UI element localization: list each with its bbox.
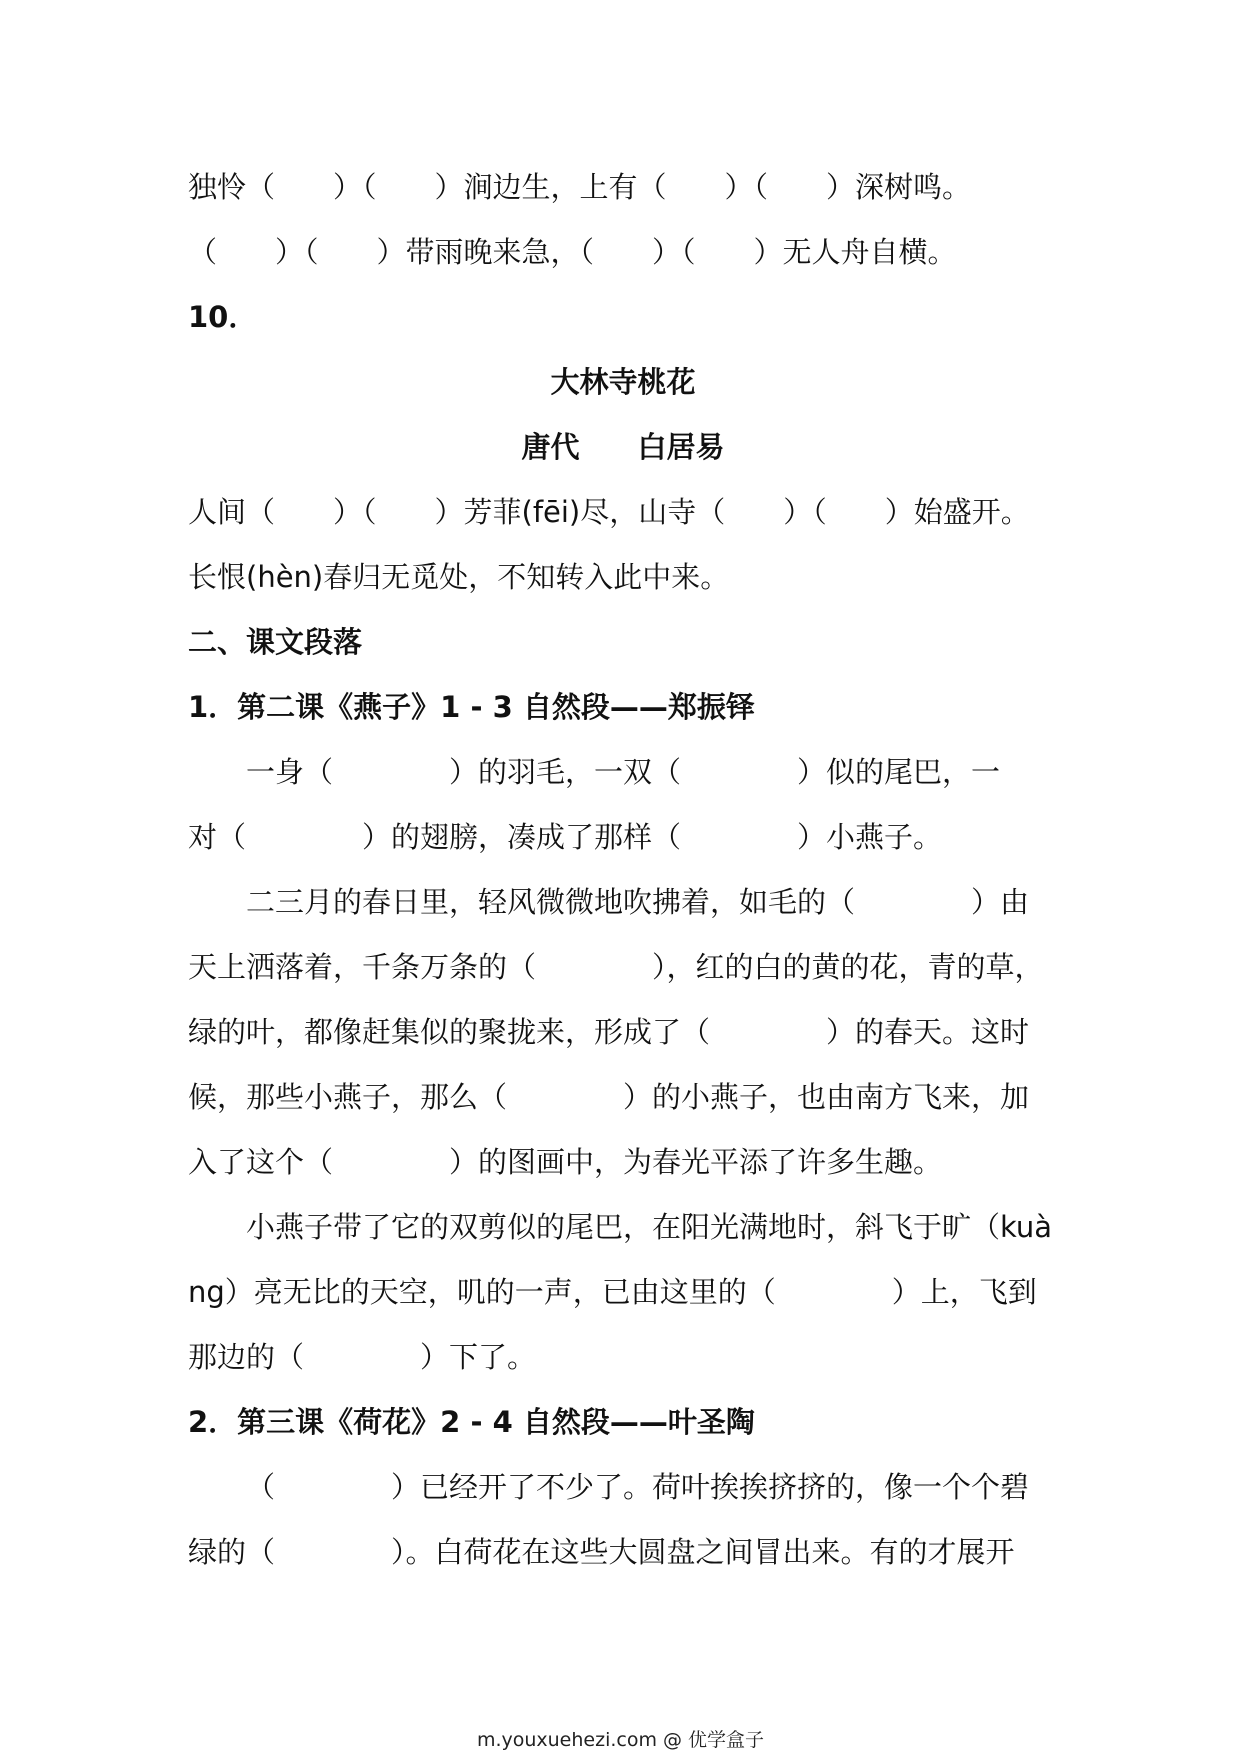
lesson-title-2: 2．第三课《荷花》2 - 4 自然段——叶圣陶	[188, 1405, 755, 1439]
section-heading: 二、课文段落	[188, 625, 363, 659]
paragraph-line: 小燕子带了它的双剪似的尾巴，在阳光满地时，斜飞于旷（kuà	[246, 1210, 1053, 1244]
poem-line-4: 长恨(hèn)春归无觅处，不知转入此中来。	[188, 560, 730, 594]
paragraph-line: 二三月的春日里，轻风微微地吹拂着，如毛的（ ）由	[246, 885, 1030, 919]
paragraph-line: （ ）已经开了不少了。荷叶挨挨挤挤的，像一个个碧	[246, 1470, 1030, 1504]
paragraph-line: 对（ ）的翅膀，凑成了那样（ ）小燕子。	[188, 820, 943, 854]
paragraph-line: 一身（ ）的羽毛，一双（ ）似的尾巴，一	[246, 755, 1001, 789]
paragraph-line: 天上洒落着，千条万条的（ ），红的白的黄的花，青的草，	[188, 950, 1044, 984]
paragraph-line: 绿的叶，都像赶集似的聚拢来，形成了（ ）的春天。这时	[188, 1015, 1030, 1049]
question-number: 10．	[188, 300, 258, 334]
paragraph-line: 候，那些小燕子，那么（ ）的小燕子，也由南方飞来，加	[188, 1080, 1030, 1114]
poem-line-1: 独怜（ ）（ ）涧边生，上有（ ）（ ）深树鸣。	[188, 170, 972, 204]
paragraph-line: 绿的（ ）。白荷花在这些大圆盘之间冒出来。有的才展开	[188, 1535, 1015, 1569]
poem-line-2: （ ）（ ）带雨晚来急，（ ）（ ）无人舟自横。	[188, 235, 957, 269]
paragraph-line: 那边的（ ）下了。	[188, 1340, 537, 1374]
lesson-title-1: 1．第二课《燕子》1 - 3 自然段——郑振铎	[188, 690, 755, 724]
page-footer-watermark: m.youxuehezi.com @ 优学盒子	[476, 1729, 765, 1751]
document-page	[188, 155, 1058, 1585]
paragraph-line: 入了这个（ ）的图画中，为春光平添了许多生趣。	[188, 1145, 943, 1179]
poem-line-3: 人间（ ）（ ）芳菲(fēi)尽，山寺（ ）（ ）始盛开。	[188, 495, 1030, 529]
poem-author: 唐代 白居易	[521, 430, 725, 464]
paragraph-line: ng）亮无比的天空，叽的一声，已由这里的（ ）上，飞到	[188, 1275, 1037, 1309]
poem-title: 大林寺桃花	[550, 365, 696, 399]
